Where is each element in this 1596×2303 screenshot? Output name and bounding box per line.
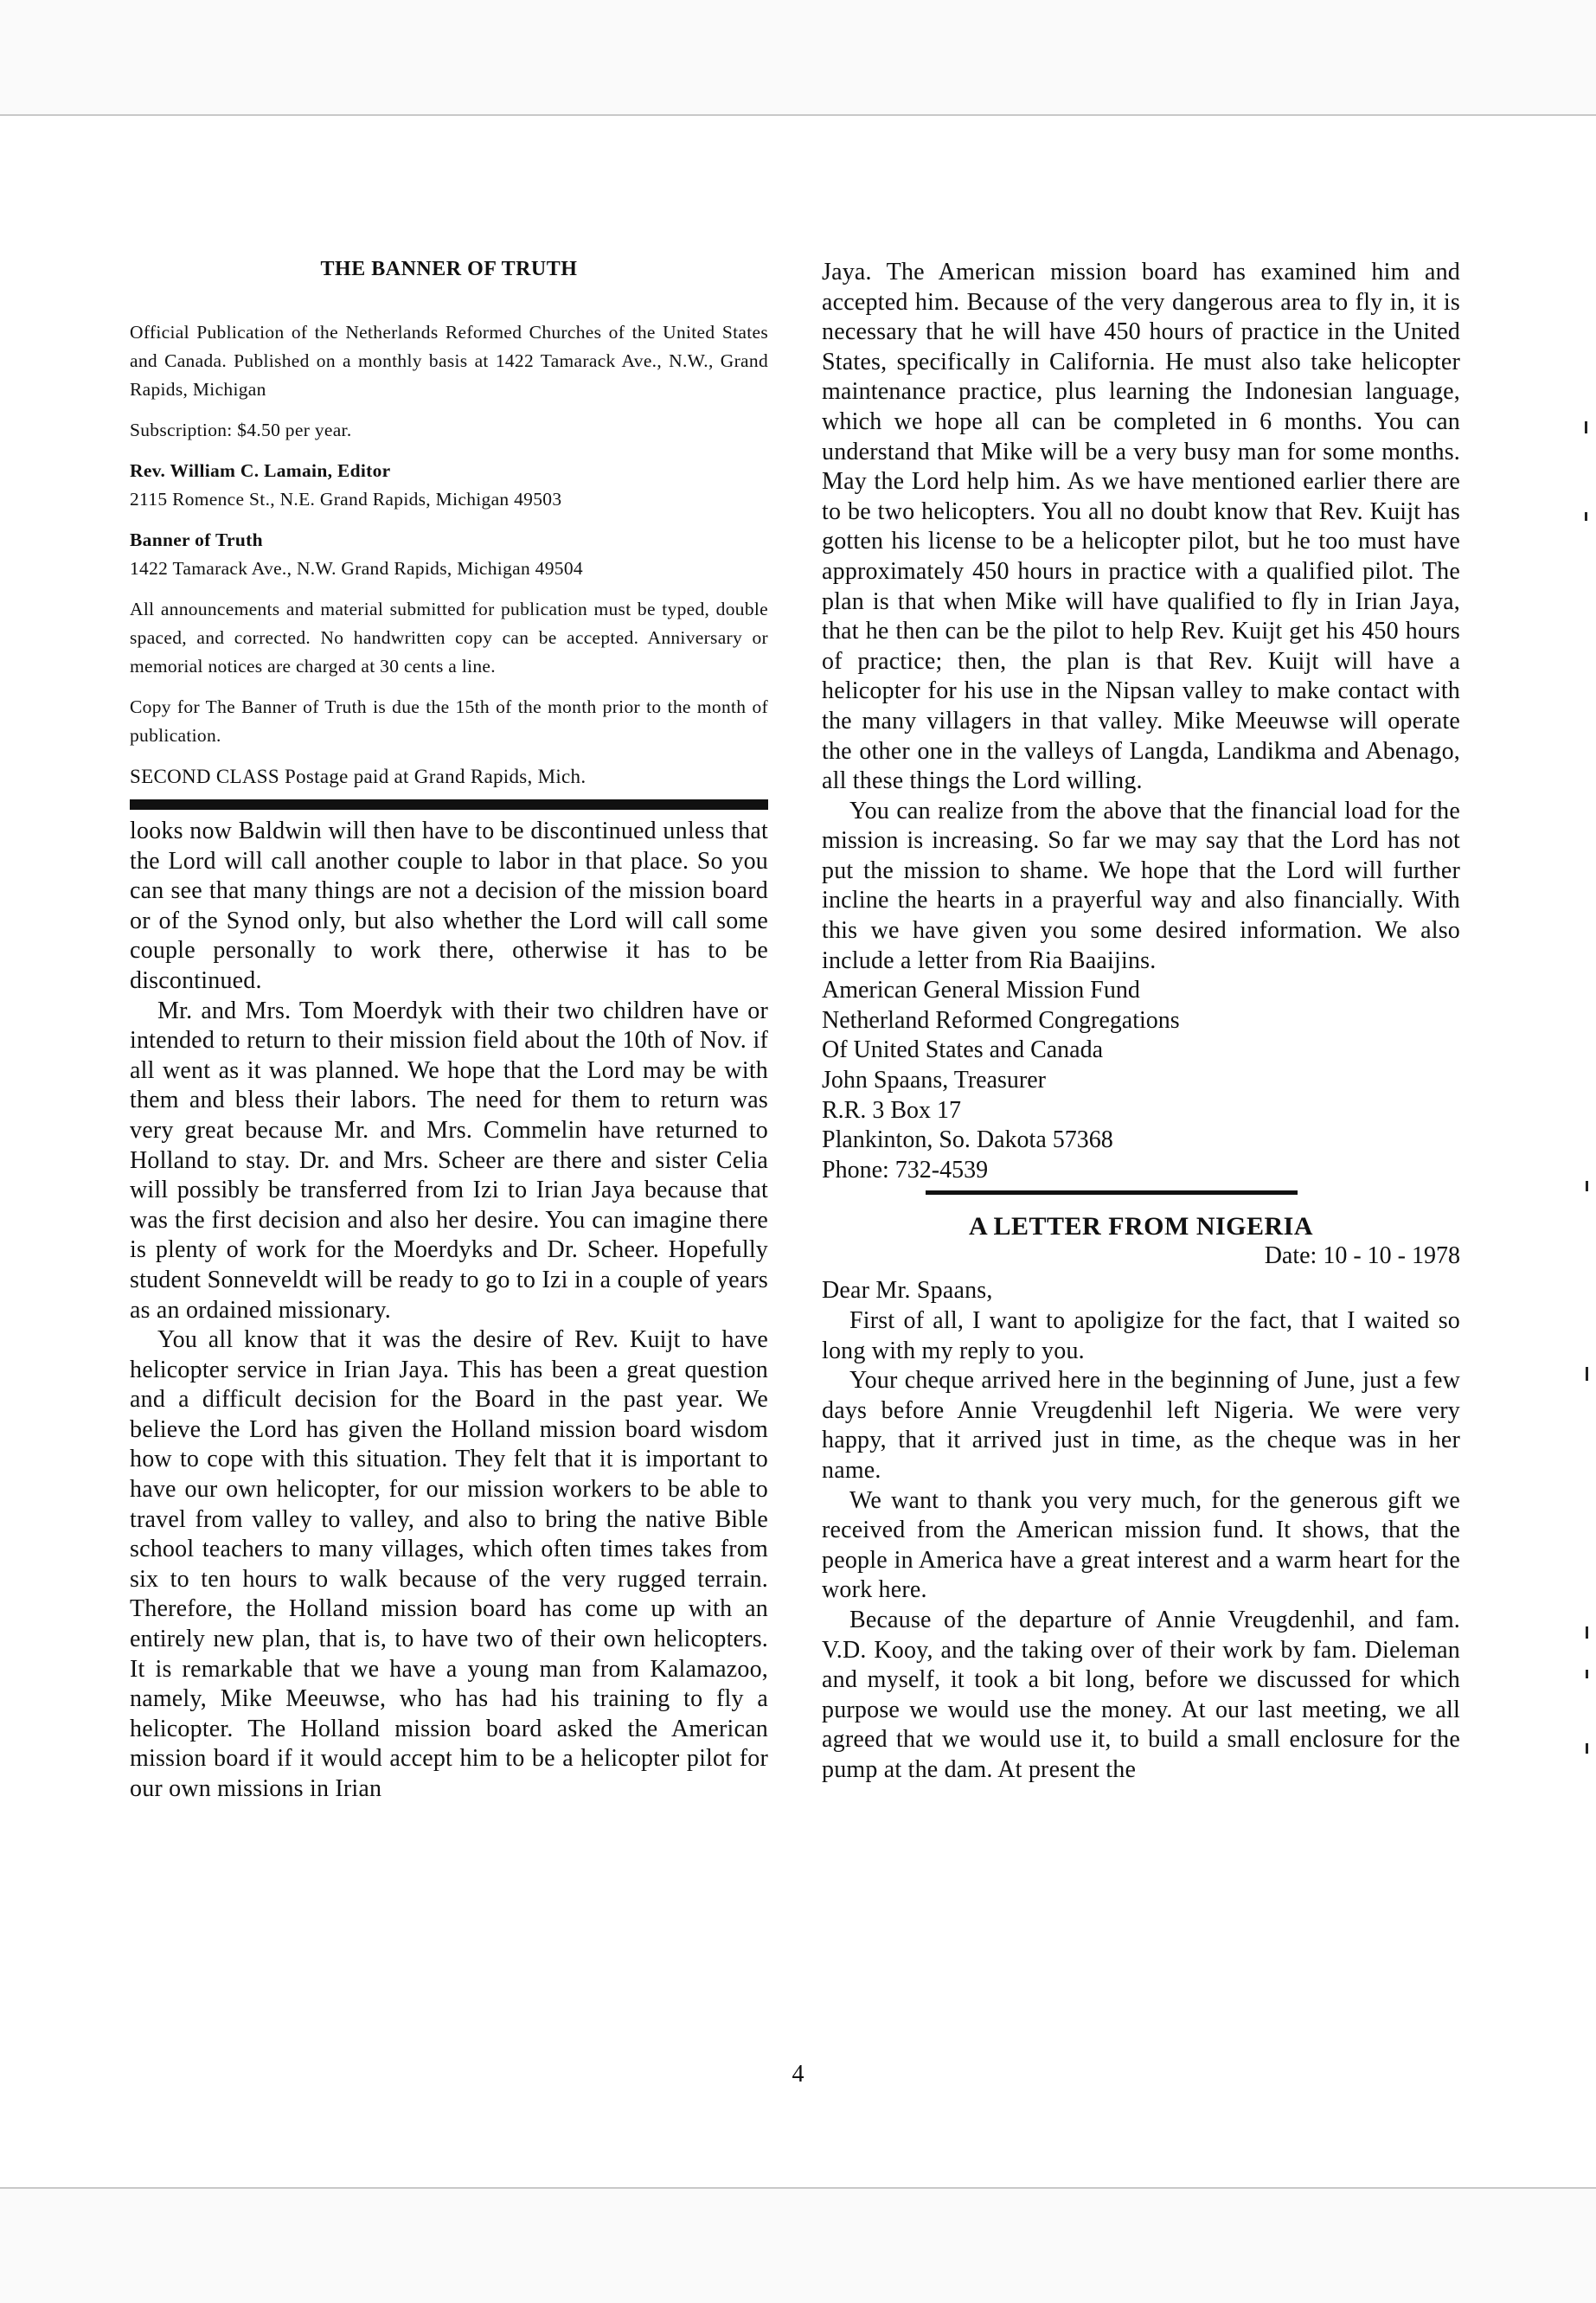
section-divider xyxy=(926,1190,1298,1195)
right-article xyxy=(822,258,1460,976)
signature-line: Netherland Reformed Congregations xyxy=(822,1006,1180,1034)
signature-line: Plankinton, So. Dakota 57368 xyxy=(822,1126,1113,1154)
letter-salutation: Dear Mr. Spaans, xyxy=(822,1277,993,1305)
left-paragraph: Mr. and Mrs. Tom Moerdyk with their two children have or intended to return to their mission field about the 10th of Nov. if all went as it was planned. We hope that the Lord may be with them and bless their labors. The need for them to return was very great because Mr. and Mrs. Commelin have returned to Holland to stay. Dr. and Mrs. Scheer are there and sister Celia will possibly be transferred from Izi to Irian Jaya because that was the first decision and also her desire. You can imagine there is plenty of work for the Moerdyks and Dr. Scheer. Hopefully student Sonneveldt will be ready to go to Izi in a couple of years as an ordained missionary. xyxy=(130,997,768,1324)
signature-block xyxy=(822,976,1460,1185)
left-paragraph: You all know that it was the desire of Rev. Kuijt to have helicopter service in Irian Jaya. This has been a great question and a difficult decision for the Board in the past year. We believe the Lord has given the Holland mission board wisdom how to cope with this situation. They felt that it is important to have our own helicopter, for our mission workers to be able to travel from valley to valley, and also to bring the native Bible school teachers to many villages, which often times takes from six to ten hours to walk because of the very rugged terrain. Therefore, the Holland mission board has come up with an entirely new plan, that is, to have two of their own helicopters. It is remarkable that we have a young man from Kalamazoo, namely, Mike Meeuwse, who has had his training to fly a helicopter. The Holland mission board asked the American mission board if it would accept him to be a helicopter pilot for our own missions in Irian xyxy=(130,1326,768,1802)
signature-line: Of United States and Canada xyxy=(822,1036,1104,1064)
letter-heading: A LETTER FROM NIGERIA xyxy=(968,1212,1314,1241)
scan-speck xyxy=(1586,1181,1588,1191)
letter-body xyxy=(822,1276,1460,1785)
scan-top-margin xyxy=(0,0,1596,116)
scan-speck xyxy=(1586,1670,1588,1678)
masthead-office-name: Banner of Truth xyxy=(130,529,263,550)
masthead xyxy=(130,258,768,791)
masthead-divider xyxy=(130,799,768,810)
scan-speck xyxy=(1585,512,1587,521)
signature-line: Phone: 732-4539 xyxy=(822,1156,989,1184)
scan-speck xyxy=(1585,421,1587,433)
page-number: 4 xyxy=(792,2061,804,2088)
signature-line: John Spaans, Treasurer xyxy=(822,1067,1046,1094)
signature-line: R.R. 3 Box 17 xyxy=(822,1096,962,1124)
signature-line: American General Mission Fund xyxy=(822,977,1140,1004)
masthead-subscription: Subscription: $4.50 per year. xyxy=(130,420,352,440)
right-paragraph: You can realize from the above that the financial load for the mission is increasing. So far we may say that the Lord has not put the mission to shame. We hope that the Lord will further incline the hearts in a prayerful way and also financially. With this we have given you some desired information. We also include a letter from Ria Baaijins. xyxy=(822,797,1460,974)
left-article xyxy=(130,817,768,1805)
letter-paragraph: Because of the departure of Annie Vreugdenhil, and fam. V.D. Kooy, and the taking over of their work by fam. Dieleman and myself, it took a bit long, before we discussed for which purpose we would use the money. At our last meeting, we all agreed that we would use it, to build a small enclosure for the pump at the dam. At present the xyxy=(822,1606,1460,1783)
letter-paragraph: We want to thank you very much, for the generous gift we received from the American mission fund. It shows, that the people in America have a great interest and a warm heart for the work here. xyxy=(822,1486,1460,1604)
masthead-editor-name: Rev. William C. Lamain, Editor xyxy=(130,460,391,481)
scan-speck xyxy=(1586,1626,1588,1639)
scan-speck xyxy=(1586,1367,1588,1381)
scan-speck xyxy=(1586,1743,1588,1754)
masthead-announcements: All announcements and material submitted for publication must be typed, double spaced, and corrected. No handwritten copy can be accepted. Anniversary or memorial notices are charged at 30 cents a line. xyxy=(130,599,768,677)
letter-date: Date: 10 - 10 - 1978 xyxy=(1264,1242,1460,1270)
letter-paragraph: Your cheque arrived here in the beginning of June, just a few days before Annie Vreugdenhil left Nigeria. We were very happy, that it arrived just in time, as the cheque was in her name. xyxy=(822,1367,1460,1484)
masthead-official: Official Publication of the Netherlands Reformed Churches of the United States and Canada. Published on a monthly basis at 1422 Tamarack Ave., N.W., Grand Rapids, Michigan xyxy=(130,322,768,400)
letter-paragraph: First of all, I want to apoligize for the fact, that I waited so long with my reply to you. xyxy=(822,1307,1460,1364)
masthead-deadline: Copy for The Banner of Truth is due the 15th of the month prior to the month of publication. xyxy=(130,696,768,746)
left-paragraph: looks now Baldwin will then have to be discontinued unless that the Lord will call another couple to labor in that place. So you can see that many things are not a decision of the mission board or of the Synod only, but also whether the Lord will call some couple personally to work there, otherwise it has to be discontinued. xyxy=(130,818,768,994)
masthead-editor-address: 2115 Romence St., N.E. Grand Rapids, Michigan 49503 xyxy=(130,489,562,510)
masthead-title: THE BANNER OF TRUTH xyxy=(320,258,578,280)
right-paragraph: Jaya. The American mission board has examined him and accepted him. Because of the very dangerous area to fly in, it is necessary that he will have 450 hours of practice in the United States, specifically in California. He must also take helicopter maintenance practice, plus learning the Indonesian language, which we hope all can be completed in 6 months. You can understand that Mike will be a very busy man for some months. May the Lord help him. As we have mentioned earlier there are to be two helicopters. You all no doubt know that Rev. Kuijt has gotten his license to be a helicopter pilot, but he too must have approximately 450 hours in practice with a qualified pilot. The plan is that when Mike will have qualified to fly in Irian Jaya, that he then can be the pilot to help Rev. Kuijt get his 450 hours of practice; then, the plan is that Rev. Kuijt will have a helicopter for his use in the Nipsan valley to make contact with the many villagers in that valley. Mike Meeuwse will operate the other one in the valleys of Langda, Landikma and Abenago, all these things the Lord willing. xyxy=(822,259,1460,795)
right-column xyxy=(822,258,1460,1786)
masthead-office-address: 1422 Tamarack Ave., N.W. Grand Rapids, Michigan 49504 xyxy=(130,558,583,579)
left-column xyxy=(130,258,768,1805)
scan-bottom-margin xyxy=(0,2187,1596,2303)
masthead-postage: SECOND CLASS Postage paid at Grand Rapids, Mich. xyxy=(130,766,586,787)
